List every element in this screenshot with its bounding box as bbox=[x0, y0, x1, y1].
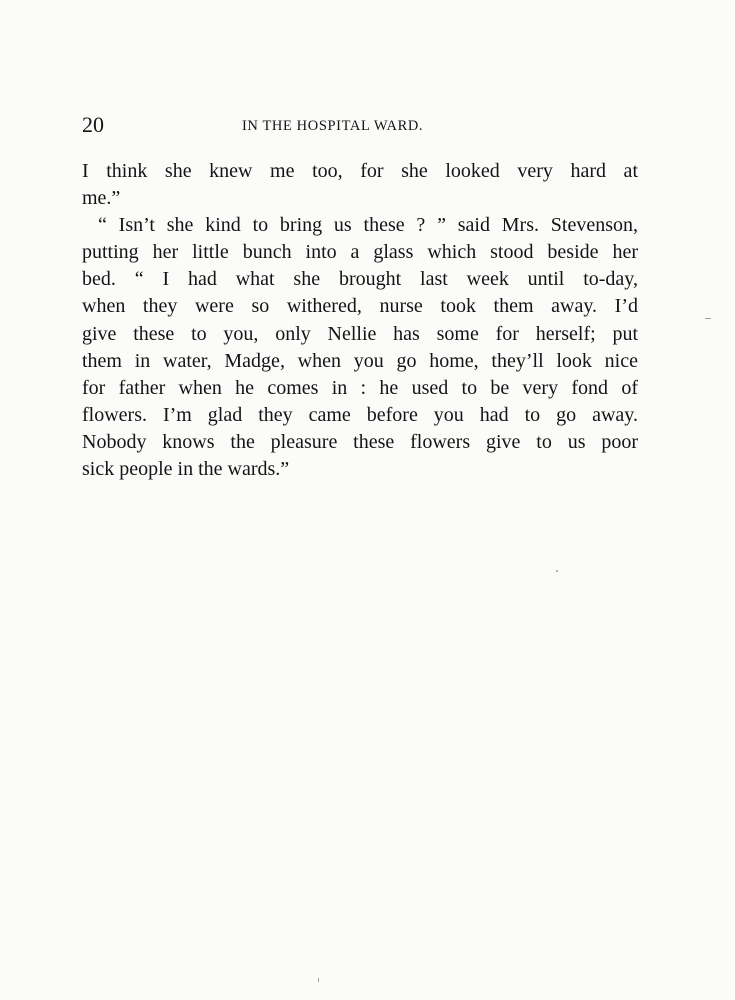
text-line: “ Isn’t she kind to bring us these ? ” said Mrs. Stevenson, bbox=[98, 214, 638, 237]
text-line: bed. “ I had what she brought last week until to-day, bbox=[82, 268, 638, 291]
text-line: sick people in the wards.” bbox=[82, 458, 290, 481]
running-head bbox=[82, 110, 640, 140]
text-line: for father when he comes in : he used to be very fond of bbox=[82, 376, 638, 399]
text-line: when they were so withered, nurse took them away. I’d bbox=[82, 295, 638, 318]
text-line: them in water, Madge, when you go home, they’ll look nice bbox=[82, 349, 638, 372]
text-line: Nobody knows the pleasure these flowers give to us poor bbox=[82, 430, 638, 453]
paper-speck bbox=[556, 570, 558, 572]
text-line: flowers. I’m glad they came before you had to go away. bbox=[82, 403, 638, 426]
paper-speck bbox=[318, 978, 319, 982]
page-number: 20 bbox=[82, 112, 104, 137]
text-line: putting her little bunch into a glass which stood beside her bbox=[82, 241, 638, 264]
body-text bbox=[82, 158, 638, 483]
text-line: I think she knew me too, for she looked very hard at bbox=[82, 160, 638, 182]
running-title: IN THE HOSPITAL WARD. bbox=[242, 118, 424, 134]
text-line: me.” bbox=[82, 187, 121, 210]
paper-speck bbox=[705, 318, 711, 319]
text-line: give these to you, only Nellie has some for herself; put bbox=[82, 322, 638, 345]
